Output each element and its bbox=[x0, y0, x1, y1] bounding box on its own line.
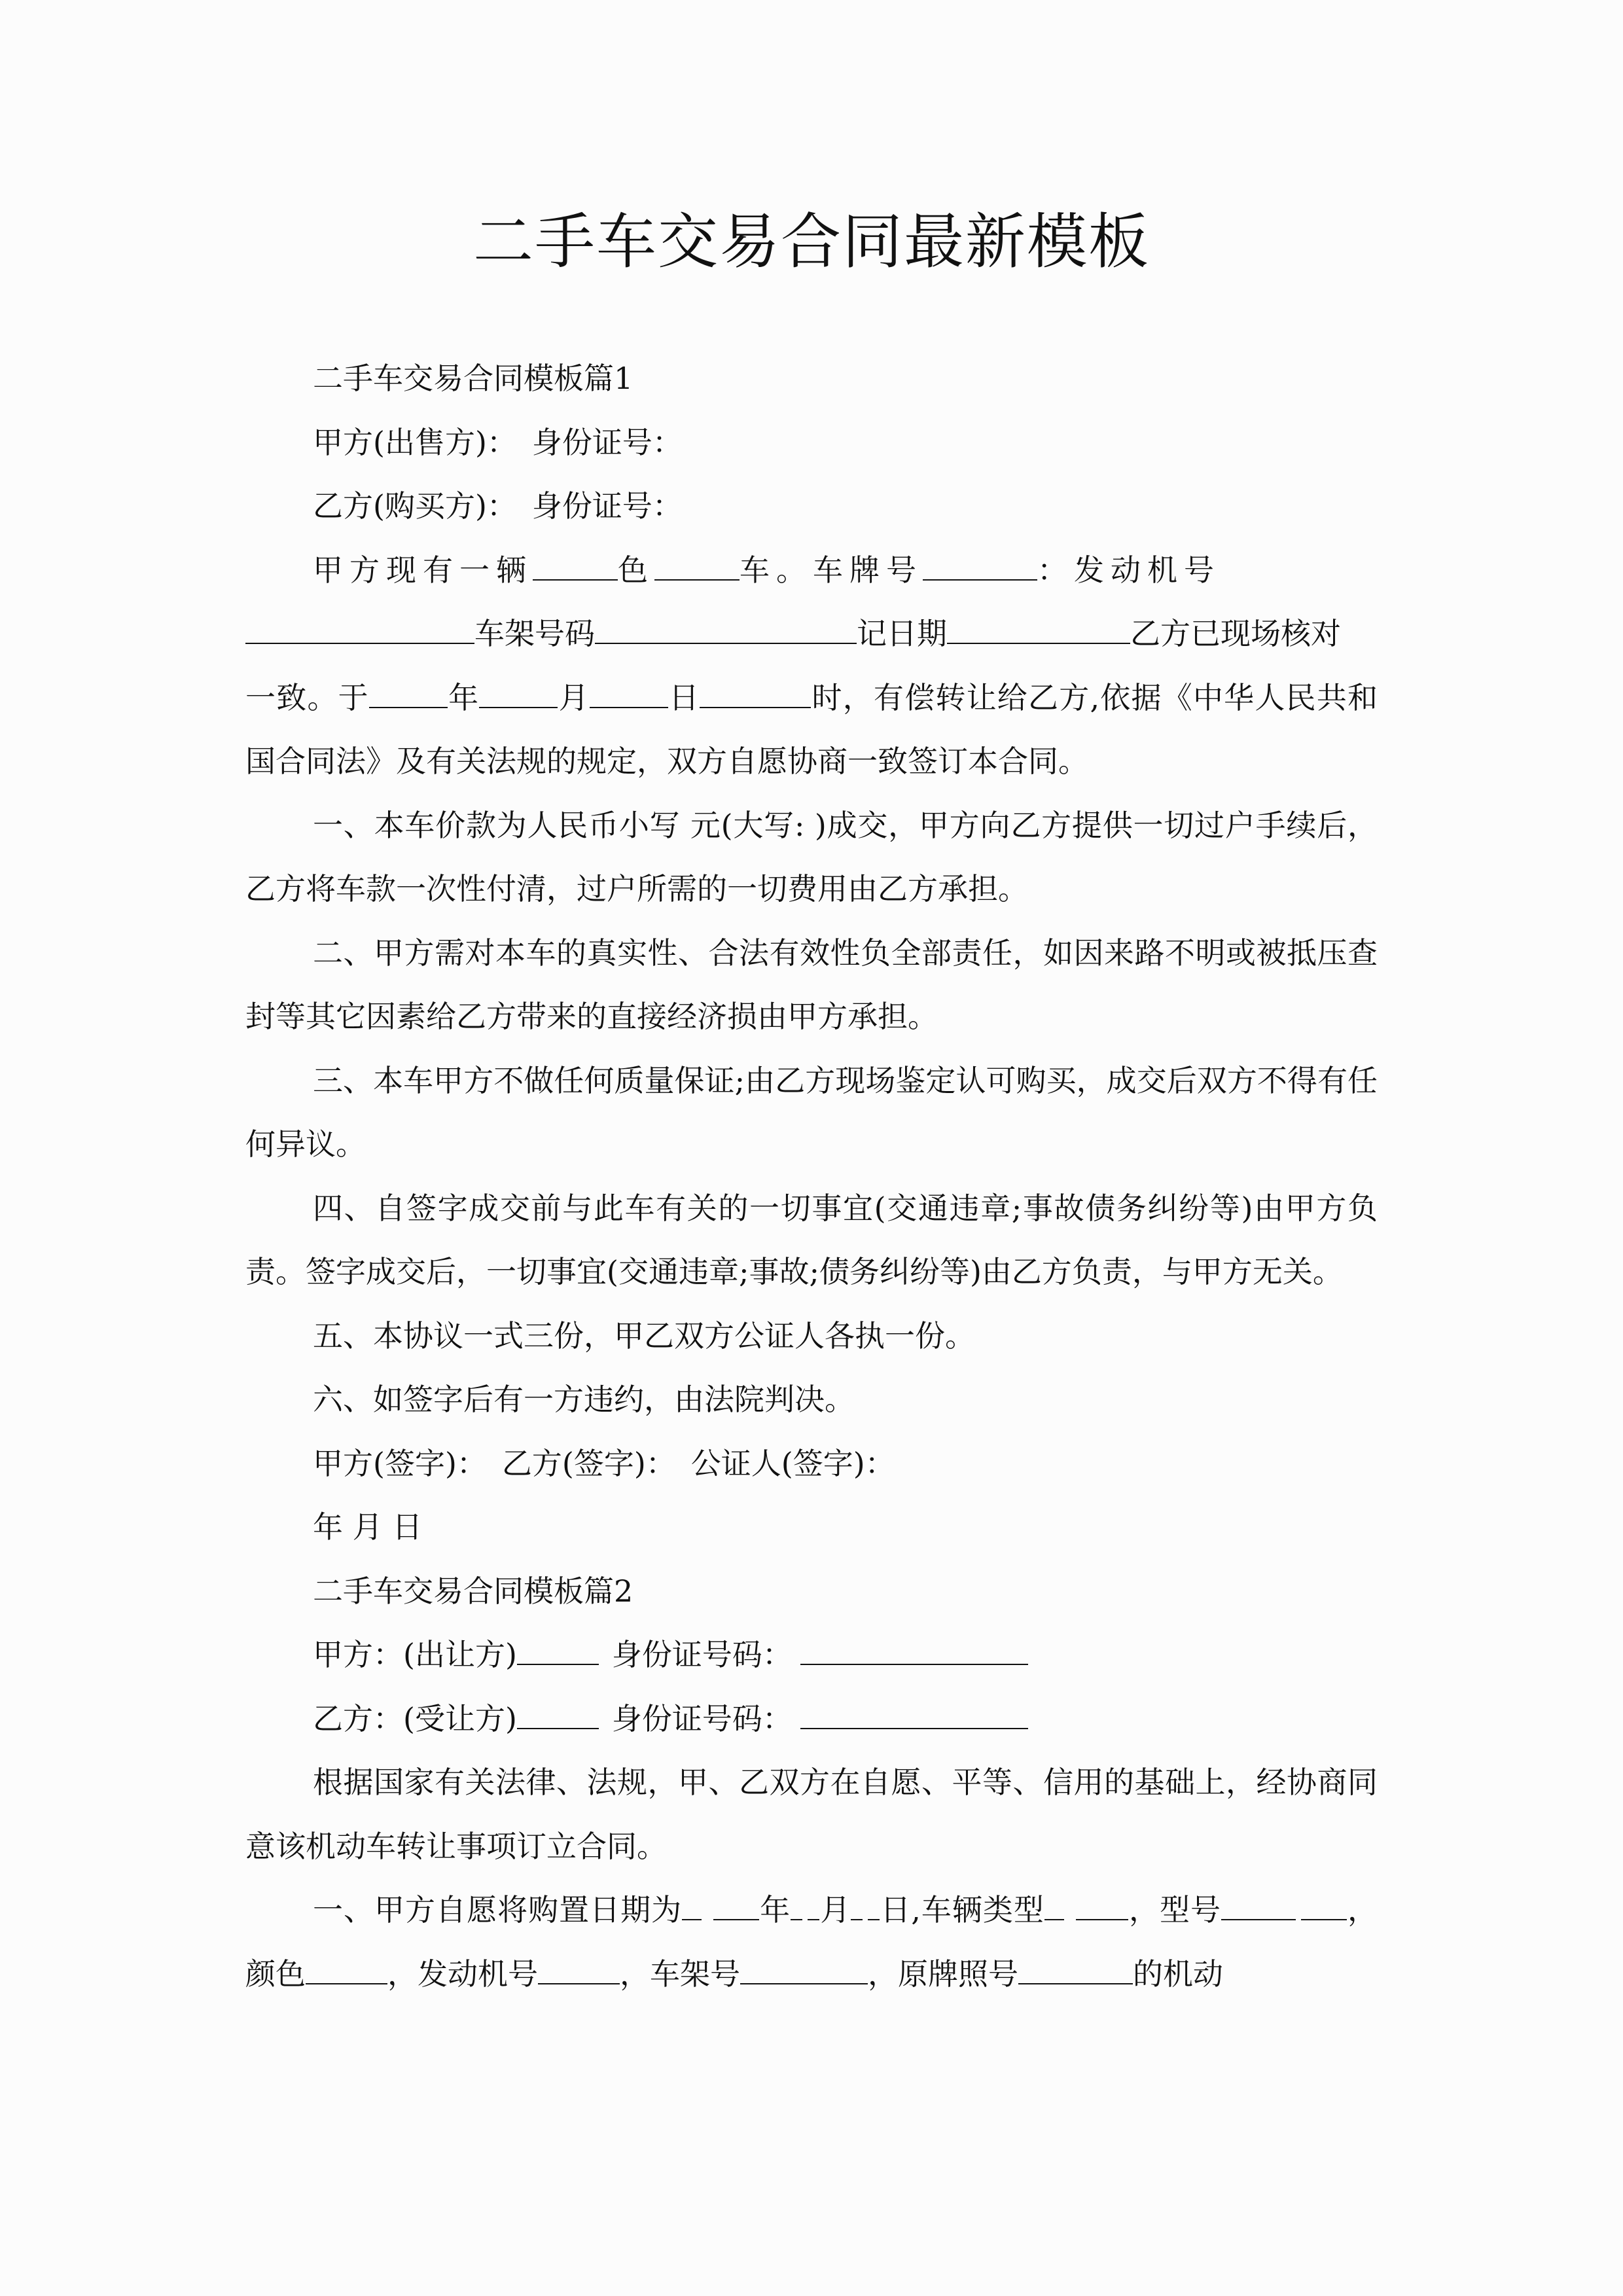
clause-text: ，型号 bbox=[1128, 1892, 1222, 1928]
engine-number-blank[interactable] bbox=[245, 613, 474, 644]
model-blank-a[interactable] bbox=[1221, 1889, 1284, 1920]
original-plate-blank[interactable] bbox=[1018, 1953, 1133, 1984]
clause-2: 二、甲方需对本车的真实性、合法有效性负全部责任，如因来路不明或被抵压查封等其它因素给乙方带来的直接经济损由甲方承担。 bbox=[245, 935, 1378, 1034]
purchase-month-blank-a[interactable] bbox=[791, 1889, 802, 1920]
purchase-year-blank-b[interactable] bbox=[713, 1889, 759, 1920]
signature-line: 甲方(签字)： 乙方(签字)： 公证人(签字)： bbox=[313, 1445, 895, 1481]
section-1-party-b: 乙方(购买方)： 身份证号： bbox=[313, 488, 683, 524]
section-2-party-b bbox=[245, 1687, 1378, 1751]
section-1-heading: 二手车交易合同模板篇1 bbox=[313, 361, 633, 396]
vehicle-text: 车。车牌号 bbox=[740, 552, 923, 588]
hour-blank[interactable] bbox=[700, 677, 811, 708]
vehicle-text: 一致。于 bbox=[245, 679, 369, 715]
party-b-label: 乙方：(受让方) bbox=[313, 1700, 517, 1736]
clause-text: ，发动机号 bbox=[387, 1956, 538, 1992]
vehicle-description-line2 bbox=[245, 602, 1378, 666]
document-title: 二手车交易合同最新模板 bbox=[473, 207, 1150, 277]
clause-text: 年 bbox=[759, 1892, 791, 1928]
vehicle-description-line3 bbox=[245, 666, 1378, 794]
vin-blank[interactable] bbox=[740, 1953, 868, 1984]
vin-blank[interactable] bbox=[595, 613, 857, 644]
vehicle-type-blank[interactable] bbox=[654, 549, 740, 581]
clause-text: ，车架号 bbox=[620, 1956, 740, 1992]
clause-4: 四、自签字成交前与此车有关的一切事宜(交通违章;事故债务纠纷等)由甲方负责。签字成交后，一切事宜(交通违章;事故;债务纠纷等)由乙方负责，与甲方无关。 bbox=[245, 1190, 1378, 1289]
vehicle-type-blank-a[interactable] bbox=[1044, 1889, 1064, 1920]
day-blank[interactable] bbox=[590, 677, 668, 708]
section-1-party-a: 甲方(出售方)： 身份证号： bbox=[313, 424, 683, 460]
party-b-id-label: 身份证号码： bbox=[611, 1700, 793, 1736]
vehicle-text: 年 bbox=[447, 679, 480, 715]
vehicle-text: 时，有偿转让给乙方,依据《中华人民共和国合同法》及有关法规的规定，双方自愿协商一致签订本合同。 bbox=[245, 679, 1378, 779]
purchase-day-blank-a[interactable] bbox=[851, 1889, 863, 1920]
section-2-heading: 二手车交易合同模板篇2 bbox=[313, 1573, 633, 1609]
clause-text: 一、甲方自愿将购置日期为 bbox=[313, 1892, 683, 1928]
party-a-id-blank[interactable] bbox=[800, 1634, 1028, 1665]
party-a-id-label: 身份证号码： bbox=[611, 1637, 793, 1672]
clause-5: 五、本协议一式三份，甲乙双方公证人各执一份。 bbox=[313, 1318, 975, 1354]
party-a-label: 甲方：(出让方) bbox=[313, 1637, 517, 1672]
vehicle-text: 月 bbox=[558, 679, 590, 715]
document-body bbox=[245, 347, 1378, 2006]
vehicle-text: 乙方已现场核对 bbox=[1130, 616, 1341, 651]
month-blank[interactable] bbox=[479, 677, 558, 708]
clause-text: 的机动 bbox=[1133, 1956, 1223, 1992]
engine-number-blank[interactable] bbox=[538, 1953, 620, 1984]
color-blank[interactable] bbox=[306, 1953, 387, 1984]
clause-1: 一、本车价款为人民币小写 元(大写: )成交，甲方向乙方提供一切过户手续后，乙方将车款一次性付清，过户所需的一切费用由乙方承担。 bbox=[245, 807, 1378, 906]
party-a-name-blank[interactable] bbox=[517, 1634, 599, 1665]
vehicle-type-blank-b[interactable] bbox=[1076, 1889, 1128, 1920]
clause-text: 月 bbox=[819, 1892, 851, 1928]
registration-date-blank[interactable] bbox=[947, 613, 1130, 644]
model-blank-b[interactable] bbox=[1284, 1889, 1296, 1920]
party-b-name-blank[interactable] bbox=[517, 1698, 599, 1729]
vehicle-text: 甲方现有一辆 bbox=[313, 552, 533, 588]
clause-text: ，原牌照号 bbox=[868, 1956, 1018, 1992]
purchase-day-blank-b[interactable] bbox=[868, 1889, 880, 1920]
clause-3: 三、本车甲方不做任何质量保证;由乙方现场鉴定认可购买，成交后双方不得有任何异议。 bbox=[245, 1062, 1378, 1162]
vehicle-text: 记日期 bbox=[857, 616, 947, 651]
color-blank[interactable] bbox=[533, 549, 618, 581]
vehicle-text: ：发动机号 bbox=[1037, 552, 1221, 588]
section-2-clause-1 bbox=[245, 1878, 1378, 2006]
vehicle-text: 色 bbox=[618, 552, 654, 588]
purchase-year-blank-a[interactable] bbox=[682, 1889, 702, 1920]
clause-text: 日,车辆类型 bbox=[880, 1892, 1044, 1928]
party-b-id-blank[interactable] bbox=[800, 1698, 1028, 1729]
section-2-preamble: 根据国家有关法律、法规，甲、乙双方在自愿、平等、信用的基础上，经协商同意该机动车转让事项订立合同。 bbox=[245, 1765, 1378, 1864]
section-2-party-a bbox=[245, 1623, 1378, 1687]
vehicle-description-line1 bbox=[245, 539, 1378, 603]
date-line: 年 月 日 bbox=[313, 1509, 423, 1545]
clause-text: ，颜色 bbox=[245, 1892, 1378, 1992]
model-blank-c[interactable] bbox=[1301, 1889, 1347, 1920]
plate-number-blank[interactable] bbox=[923, 549, 1037, 581]
year-blank[interactable] bbox=[369, 677, 448, 708]
vehicle-text: 车架号码 bbox=[474, 616, 595, 651]
vehicle-text: 日 bbox=[668, 679, 700, 715]
clause-6: 六、如签字后有一方违约，由法院判决。 bbox=[313, 1382, 855, 1417]
purchase-month-blank-b[interactable] bbox=[808, 1889, 819, 1920]
